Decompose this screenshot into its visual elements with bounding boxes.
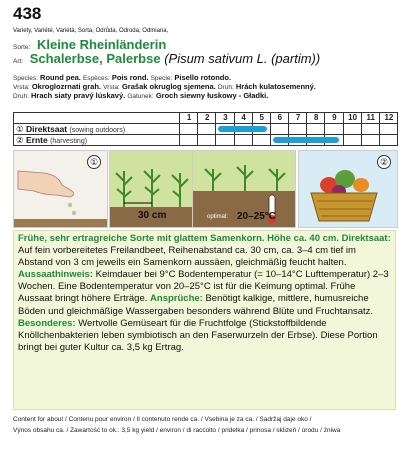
druh-label: Druh:	[217, 84, 234, 91]
calendar-cell	[343, 124, 362, 134]
vrsta-value: Okroglozrnati grah.	[31, 82, 102, 91]
art-row	[13, 51, 320, 66]
calendar-cell	[179, 124, 198, 134]
sorte-label: Sorte:	[13, 44, 31, 51]
especes-value: Pois rond.	[111, 73, 149, 82]
specie-label: Specie:	[150, 75, 173, 82]
yield-footer	[13, 414, 403, 436]
harvest-illustration	[298, 150, 398, 228]
vrsta2-label: Vrsta:	[103, 84, 120, 91]
variety-name: Kleine Rheinländerin	[36, 37, 167, 52]
calendar-row-ernte	[14, 134, 397, 145]
month-10: 10	[343, 113, 362, 123]
calendar-cell	[197, 124, 216, 134]
temperature-illustration	[192, 150, 296, 228]
calendar-row-label: ② Ernte (harvesting)	[16, 135, 88, 145]
month-4: 4	[234, 113, 253, 123]
gatunek-label: Gatunek:	[127, 93, 154, 100]
month-11: 11	[361, 113, 380, 123]
sorte-row	[13, 37, 166, 52]
art-label: Art:	[13, 58, 24, 65]
month-8: 8	[306, 113, 325, 123]
row-spacing-illustration	[109, 150, 193, 228]
month-7: 7	[288, 113, 307, 123]
month-3: 3	[215, 113, 234, 123]
row-spacing-label: 30 cm	[138, 210, 167, 221]
month-2: 2	[197, 113, 216, 123]
calendar-cell	[324, 124, 343, 134]
direktsaat-heading: Direktsaat:	[341, 233, 391, 244]
calendar-cell	[179, 135, 198, 145]
step-two-marker: ②	[377, 155, 391, 169]
aussaat-text: Keimdauer bei 9°C Bodentemperatur (= 10–14°C Lufttemperatur) 2–3 Wochen. Eine Bodentemperatur von 20–25°C ist für die Keimung optimal. Frühe Aussaat bringt höhere Erträge.	[18, 269, 389, 305]
calendar-cell	[197, 135, 216, 145]
month-12: 12	[379, 113, 398, 123]
variety-label: Variety, Variété, Varietà, Sorta, Odrůda, Odroda, Odmiana,	[13, 28, 169, 34]
calendar-cell	[379, 124, 398, 134]
species-value: Round pea.	[40, 73, 81, 82]
temp-value: 20–25°C	[237, 211, 277, 222]
besonderes-text: Wertvolle Gemüseart für die Fruchtfolge (Stickstoffbildende Knöllchenbakterien leben symbiotisch an den Faserwurzeln der Erbse). Diese Portion bringt bei guter Kultur ca. 3,5 kg Ertrag.	[18, 317, 378, 353]
ansprueche-text: Benötigt kalkige, mittlere, humusreiche Böden und gleichmäßige Wassergaben besonders während Blüte und Fruchtansatz.	[18, 293, 374, 317]
druh2-label: Druh:	[13, 93, 29, 100]
footer-line-2: Výnos obsahu ca. / Zawartość to ok.: 3,5 kg yield / environ / di raccolto / pridelka / prinosa / sklizeň / úrodu / żniwa	[13, 427, 341, 434]
intro-text: Frühe, sehr ertragreiche Sorte mit glattem Samenkorn. Höhe ca. 40 cm.	[18, 233, 339, 244]
calendar-cell	[270, 124, 289, 134]
calendar-period-bar	[218, 126, 267, 132]
temp-prefix: optimal:	[207, 214, 229, 220]
especes-label: Espèces:	[82, 75, 110, 82]
sowing-calendar	[13, 112, 398, 146]
calendar-cell	[288, 124, 307, 134]
step-one-marker: ①	[87, 155, 101, 169]
vrsta-label: Vrsta:	[13, 84, 30, 91]
species-name: Schalerbse, Palerbse	[29, 51, 161, 66]
calendar-cell	[252, 135, 271, 145]
calendar-cell	[379, 135, 398, 145]
calendar-cell	[215, 135, 234, 145]
specie-value: Pisello rotondo.	[174, 73, 232, 82]
hand-sowing-icon	[14, 151, 107, 227]
description-box	[13, 230, 396, 410]
druh-value: Hrách kulatosemenný.	[235, 82, 316, 91]
vegetable-basket-icon	[299, 151, 397, 227]
ansprueche-heading: Ansprüche:	[150, 293, 203, 305]
aussaat-heading: Aussaathinweis:	[18, 269, 93, 281]
besonderes-heading: Besonderes:	[18, 317, 76, 329]
sowing-illustration	[13, 150, 108, 228]
month-9: 9	[324, 113, 343, 123]
month-5: 5	[252, 113, 271, 123]
month-6: 6	[270, 113, 289, 123]
calendar-row-direktsaat	[14, 123, 397, 134]
direktsaat-text: Auf fein vorbereitetes Freilandbeet, Reihenabstand ca. 30 cm, ca. 3–4 cm tief im Abstand von 3 cm jeweils ein Samenkorn aussäen, gleichmäßig feucht halten.	[18, 245, 356, 269]
calendar-cell	[343, 135, 362, 145]
description-paragraph	[18, 233, 391, 354]
calendar-period-bar	[273, 137, 340, 143]
translation-row-2	[13, 82, 316, 91]
druh2-value: Hrach siaty pravý lúskavý.	[31, 91, 126, 100]
calendar-cell	[306, 124, 325, 134]
translation-row-3	[13, 91, 268, 100]
calendar-cell	[234, 135, 253, 145]
translation-row-1	[13, 73, 231, 82]
month-1: 1	[179, 113, 198, 123]
calendar-cell	[361, 135, 380, 145]
footer-line-1: Content for about / Contenu pour environ / Il contenuto rende ca. / Vsebina je za ca. / Sadržaj daje oko /	[13, 416, 312, 423]
article-number: 438	[13, 4, 42, 23]
latin-name: (Pisum sativum L. (partim))	[164, 51, 321, 66]
gatunek-value: Groch siewny łuskowy - Gładki.	[155, 91, 269, 100]
species-label: Species:	[13, 75, 38, 82]
calendar-row-label: ① Direktsaat (sowing outdoors)	[16, 124, 126, 134]
vrsta2-value: Grašak okruglog sjemena.	[121, 82, 216, 91]
calendar-cell	[361, 124, 380, 134]
